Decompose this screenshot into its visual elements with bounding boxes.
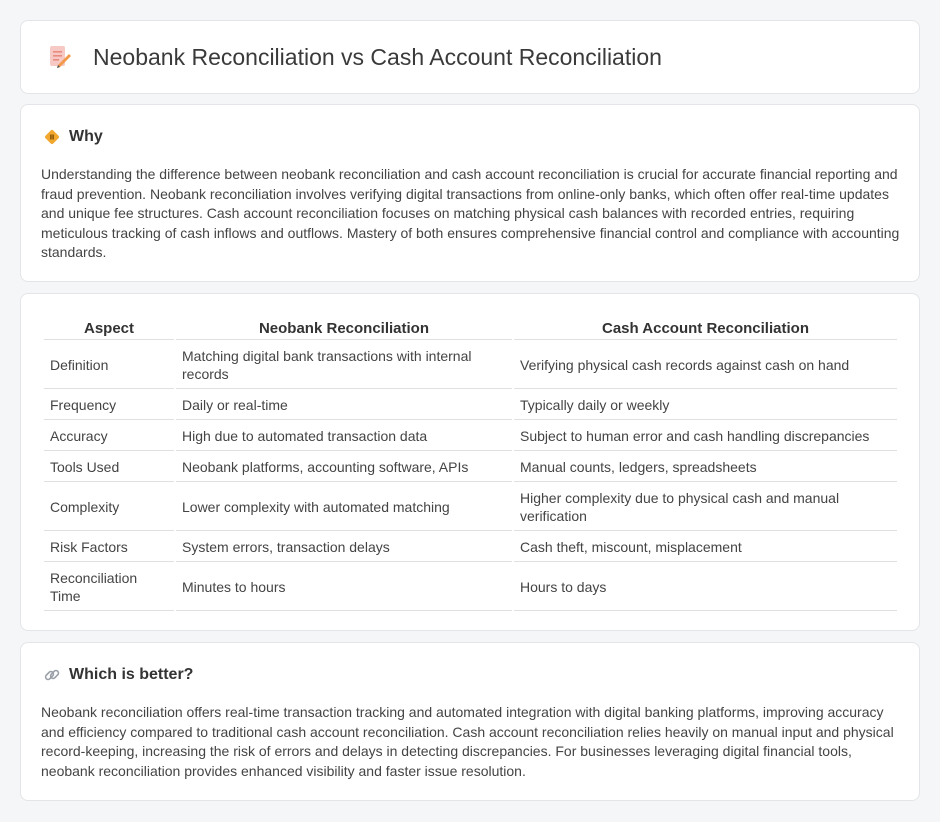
which-is-better-section bbox=[20, 642, 920, 801]
table-cell: Typically daily or weekly bbox=[514, 391, 897, 420]
table-cell: Higher complexity due to physical cash and manual verification bbox=[514, 484, 897, 531]
page-title: Neobank Reconciliation vs Cash Account Reconciliation bbox=[93, 43, 662, 70]
table-cell: Definition bbox=[44, 342, 174, 389]
link-icon bbox=[43, 666, 61, 684]
table-cell: Frequency bbox=[44, 391, 174, 420]
table-cell: Minutes to hours bbox=[176, 564, 512, 611]
table-row bbox=[44, 533, 897, 562]
table-cell: Cash theft, miscount, misplacement bbox=[514, 533, 897, 562]
column-header: Neobank Reconciliation bbox=[176, 318, 512, 340]
table-row bbox=[44, 342, 897, 389]
comparison-section bbox=[20, 293, 920, 631]
better-text: Neobank reconciliation offers real-time transaction tracking and automated integration with digital banking platforms, improving accuracy and efficiency compared to traditional cash account reconciliation. Cash account reconciliation relies heavily on manual input and physical record-keeping, increasing the risk of errors and delays in detecting discrepancies. For businesses leveraging digital financial tools, neobank reconciliation provides enhanced visibility and faster issue resolution. bbox=[41, 704, 894, 779]
column-header: Aspect bbox=[44, 318, 174, 340]
header-card bbox=[20, 20, 920, 94]
why-text: Understanding the difference between neobank reconciliation and cash account reconciliation is crucial for accurate financial reporting and fraud prevention. Neobank reconciliation involves verifying digital transactions from online-only banks, which often offer real-time updates and unique fee structures. Cash account reconciliation focuses on matching physical cash balances with recorded entries, requiring meticulous tracking of cash inflows and outflows. Mastery of both ensures comprehensive financial control and compliance with accounting standards. bbox=[41, 166, 900, 260]
table-cell: Complexity bbox=[44, 484, 174, 531]
table-cell: Hours to days bbox=[514, 564, 897, 611]
table-row bbox=[44, 453, 897, 482]
document-edit-icon bbox=[45, 43, 73, 71]
table-cell: Lower complexity with automated matching bbox=[176, 484, 512, 531]
column-header: Cash Account Reconciliation bbox=[514, 318, 897, 340]
table-row bbox=[44, 484, 897, 531]
table-cell: Tools Used bbox=[44, 453, 174, 482]
comparison-table bbox=[42, 316, 899, 613]
table-row bbox=[44, 391, 897, 420]
table-cell: Subject to human error and cash handling discrepancies bbox=[514, 422, 897, 451]
table-row bbox=[44, 564, 897, 611]
better-heading: Which is better? bbox=[69, 666, 194, 683]
diamond-sign-icon bbox=[43, 128, 61, 146]
table-row bbox=[44, 422, 897, 451]
why-section bbox=[20, 104, 920, 282]
table-cell: Matching digital bank transactions with internal records bbox=[176, 342, 512, 389]
table-cell: System errors, transaction delays bbox=[176, 533, 512, 562]
why-heading: Why bbox=[69, 128, 103, 145]
table-cell: Risk Factors bbox=[44, 533, 174, 562]
table-cell: Neobank platforms, accounting software, APIs bbox=[176, 453, 512, 482]
table-cell: Verifying physical cash records against cash on hand bbox=[514, 342, 897, 389]
table-cell: Accuracy bbox=[44, 422, 174, 451]
table-cell: Manual counts, ledgers, spreadsheets bbox=[514, 453, 897, 482]
table-cell: Daily or real-time bbox=[176, 391, 512, 420]
table-cell: Reconciliation Time bbox=[44, 564, 174, 611]
table-header-row bbox=[44, 318, 897, 340]
table-cell: High due to automated transaction data bbox=[176, 422, 512, 451]
